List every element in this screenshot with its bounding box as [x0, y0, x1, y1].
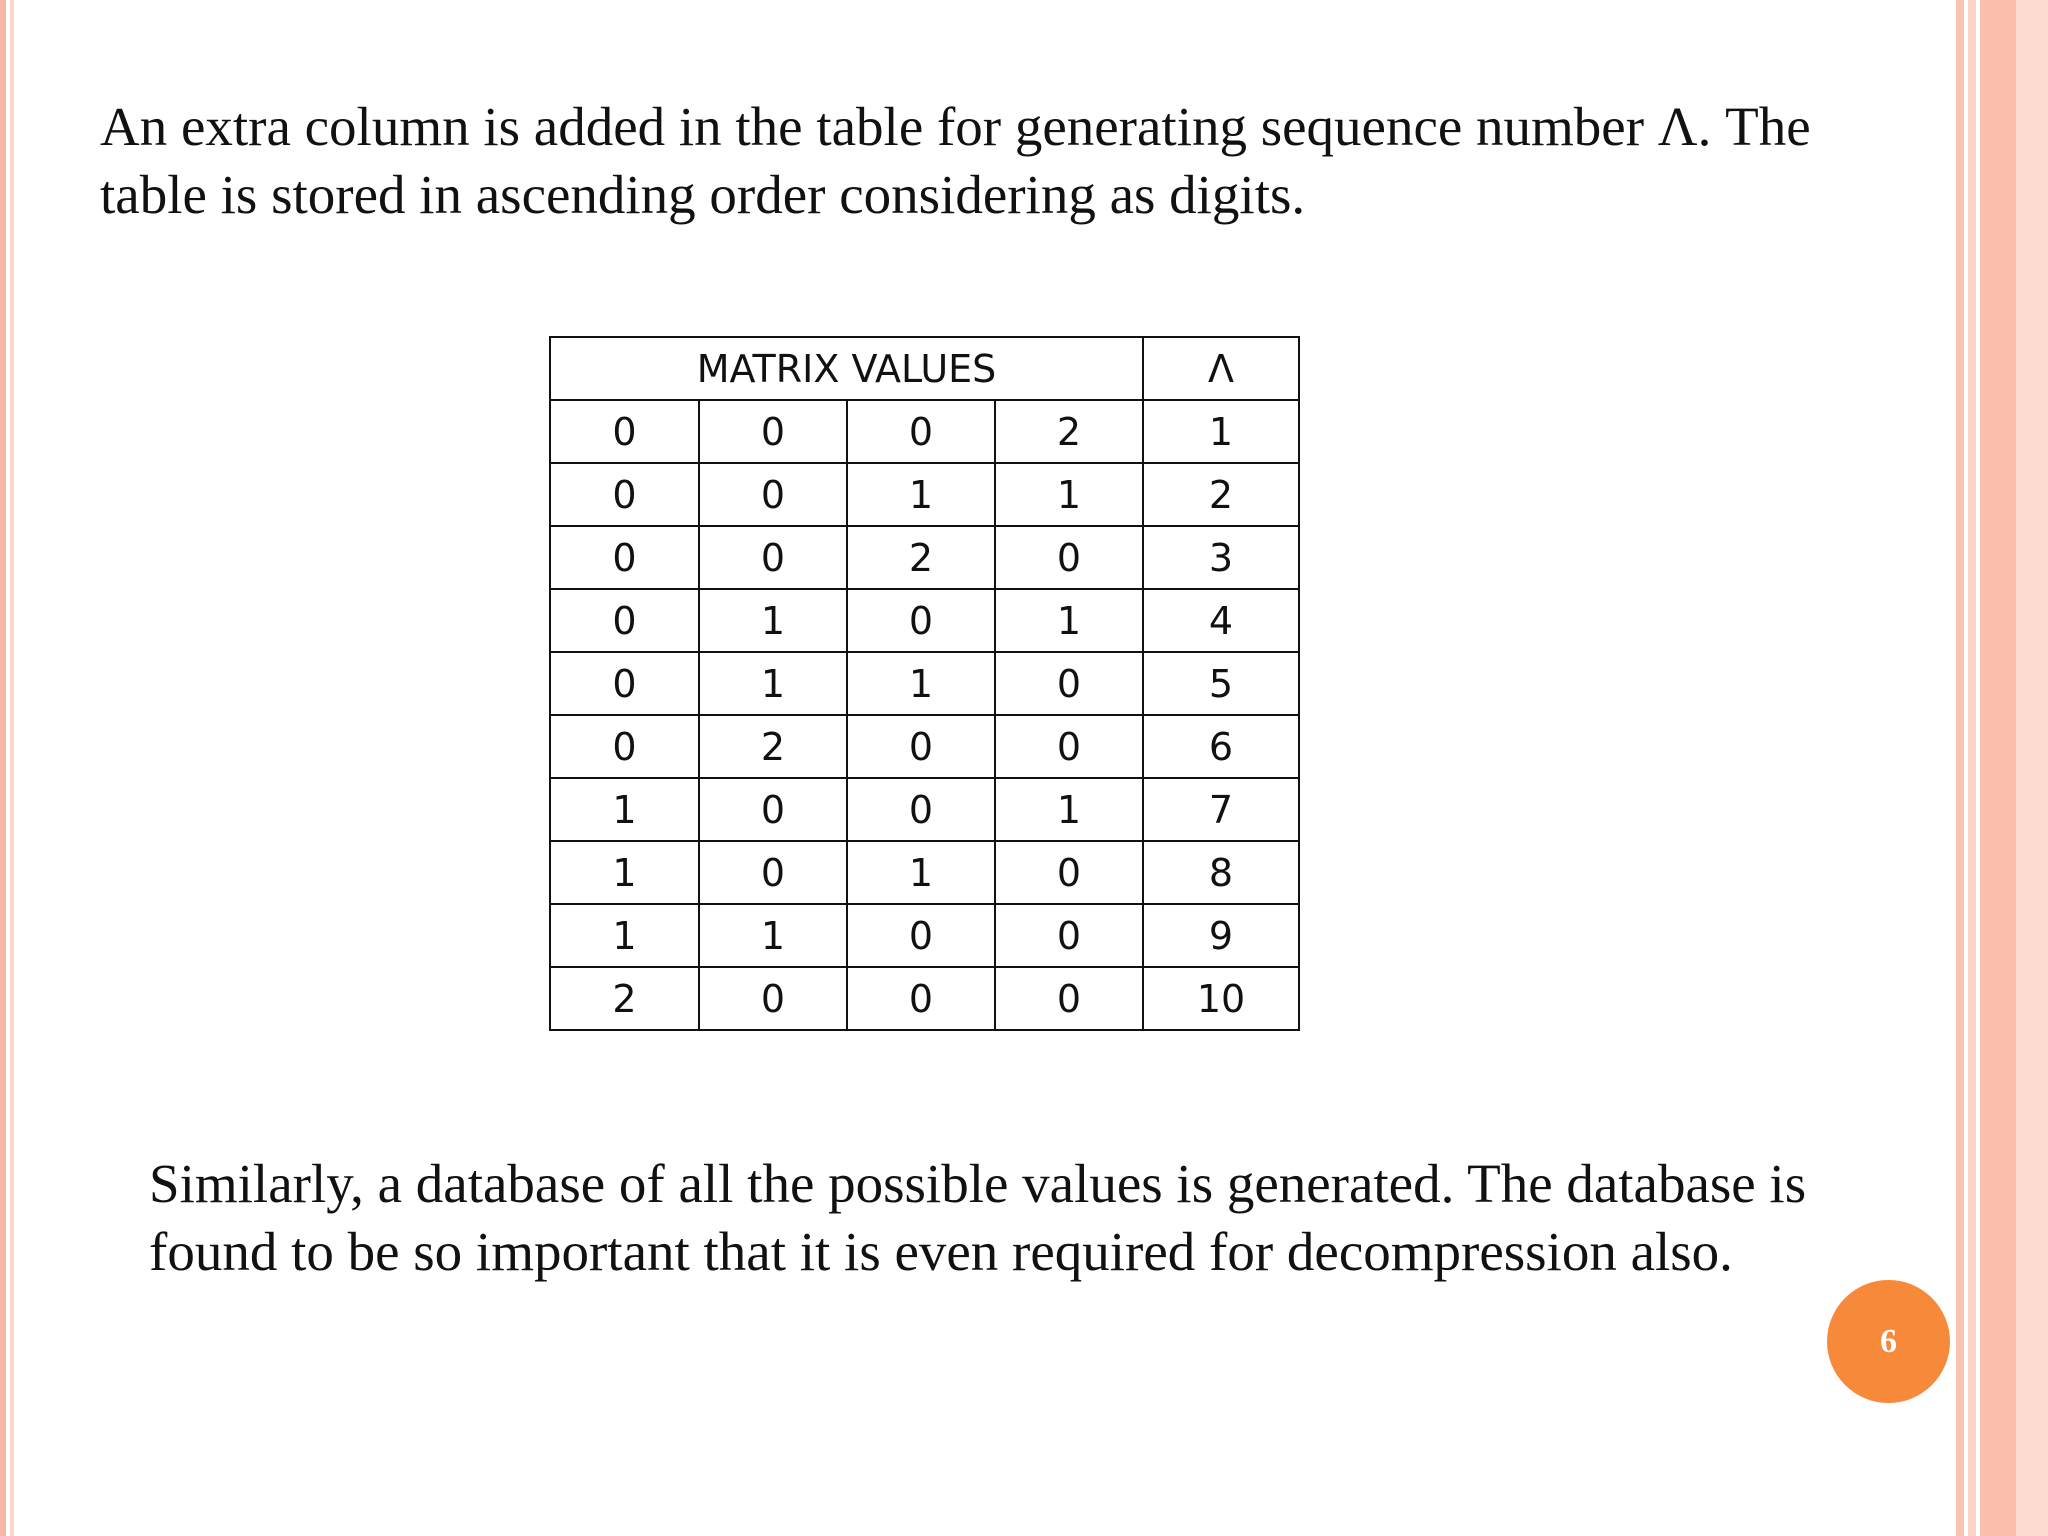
table-row: [550, 904, 1299, 967]
table-row: [550, 778, 1299, 841]
table-cell: 0: [550, 400, 699, 463]
table-cell: 1: [995, 778, 1143, 841]
table-cell: 2: [550, 967, 699, 1030]
table-cell: 1: [1143, 400, 1299, 463]
table-cell: 0: [995, 841, 1143, 904]
table-cell: 0: [847, 904, 995, 967]
left-border-decoration: [0, 0, 6, 1536]
sequence-number-header: Λ: [1143, 337, 1299, 400]
table-cell: 3: [1143, 526, 1299, 589]
table-cell: 9: [1143, 904, 1299, 967]
table-cell: 10: [1143, 967, 1299, 1030]
table-cell: 1: [550, 841, 699, 904]
intro-paragraph: An extra column is added in the table for generating sequence number Λ. The table is stored in ascending order considering as digits.: [100, 96, 1811, 225]
table-cell: 4: [1143, 589, 1299, 652]
table-cell: 0: [550, 589, 699, 652]
table-cell: 5: [1143, 652, 1299, 715]
right-stripe-decoration: [1980, 0, 2016, 1536]
left-border-decoration-inner: [10, 0, 14, 1536]
table-cell: 0: [550, 652, 699, 715]
table-cell: 0: [995, 652, 1143, 715]
table-cell: 0: [995, 715, 1143, 778]
table-cell: 0: [699, 778, 847, 841]
table-cell: 7: [1143, 778, 1299, 841]
table-cell: 1: [699, 652, 847, 715]
table-cell: 1: [550, 778, 699, 841]
table-cell: 1: [847, 652, 995, 715]
table-cell: 1: [699, 904, 847, 967]
table-row: [550, 841, 1299, 904]
matrix-values-header: MATRIX VALUES: [550, 337, 1143, 400]
table-cell: 1: [847, 841, 995, 904]
table-row: [550, 967, 1299, 1030]
table-cell: 0: [550, 715, 699, 778]
sequence-table: [549, 336, 1300, 1031]
table-cell: 0: [847, 589, 995, 652]
table-cell: 0: [995, 967, 1143, 1030]
table-row: [550, 400, 1299, 463]
table-cell: 6: [1143, 715, 1299, 778]
table-row: [550, 652, 1299, 715]
table-row: [550, 463, 1299, 526]
table-cell: 0: [699, 463, 847, 526]
table-cell: 0: [995, 526, 1143, 589]
table-cell: 0: [847, 967, 995, 1030]
table-cell: 8: [1143, 841, 1299, 904]
table-header-row: [550, 337, 1299, 400]
table-cell: 0: [550, 463, 699, 526]
right-stripe-decoration: [2016, 0, 2048, 1536]
table-cell: 0: [699, 841, 847, 904]
table-cell: 1: [847, 463, 995, 526]
table-cell: 1: [550, 904, 699, 967]
page-number-badge: 6: [1827, 1280, 1950, 1403]
table-cell: 2: [1143, 463, 1299, 526]
right-stripe-decoration: [1968, 0, 1976, 1536]
table-cell: 0: [995, 904, 1143, 967]
right-stripe-decoration: [1956, 0, 1964, 1536]
table-row: [550, 715, 1299, 778]
table-cell: 0: [550, 526, 699, 589]
conclusion-paragraph: Similarly, a database of all the possible values is generated. The database is found to be so important that it is even required for decompression also.: [149, 1153, 1807, 1282]
table-cell: 1: [995, 589, 1143, 652]
table-cell: 0: [847, 400, 995, 463]
table-row: [550, 589, 1299, 652]
table-cell: 2: [995, 400, 1143, 463]
table-cell: 2: [699, 715, 847, 778]
table-cell: 0: [699, 526, 847, 589]
table-row: [550, 526, 1299, 589]
table-cell: 0: [699, 967, 847, 1030]
table-cell: 2: [847, 526, 995, 589]
table-cell: 1: [699, 589, 847, 652]
table-cell: 0: [847, 715, 995, 778]
table-cell: 0: [847, 778, 995, 841]
table-cell: 1: [995, 463, 1143, 526]
table-cell: 0: [699, 400, 847, 463]
